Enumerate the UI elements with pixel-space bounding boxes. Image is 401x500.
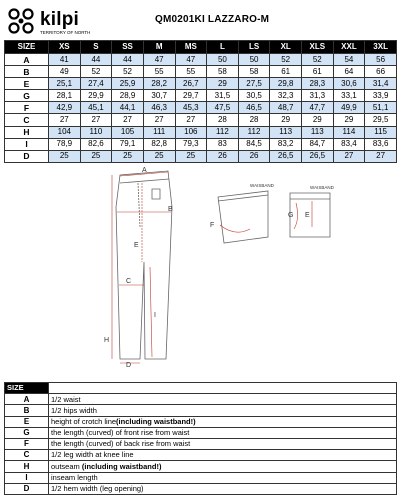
size-header-row [5, 41, 397, 54]
legend-desc [49, 405, 397, 416]
measure-i-line [150, 267, 152, 357]
size-cell: 113 [270, 126, 302, 138]
size-table-body [5, 54, 397, 163]
size-cell: 83 [207, 138, 239, 150]
size-cell: 29,9 [80, 90, 112, 102]
legend-header-row [5, 383, 397, 394]
size-cell: 106 [175, 126, 207, 138]
legend-desc-text: the length (curved) of front rise from waist [51, 428, 190, 438]
size-cell: 26 [238, 150, 270, 162]
kilpi-logo [6, 6, 91, 35]
legend-desc-text: outseam [51, 461, 82, 471]
legend-desc-text: 1/2 waist [51, 394, 81, 404]
size-cell: 47 [143, 54, 175, 66]
pants-fly [138, 183, 140, 227]
size-cell: 51,1 [365, 102, 397, 114]
size-cell: 27 [365, 150, 397, 162]
size-cell: 31,3 [302, 90, 334, 102]
legend-desc-text: 1/2 leg width at knee line [51, 450, 134, 460]
legend-row-f [5, 438, 397, 449]
size-cell: 112 [207, 126, 239, 138]
size-cell: 61 [270, 66, 302, 78]
size-cell: 44 [112, 54, 144, 66]
size-cell: 84,5 [238, 138, 270, 150]
size-cell: 78,9 [49, 138, 81, 150]
legend-row-b [5, 405, 397, 416]
brand-tagline: TERRITORY OF NORTH [40, 30, 91, 35]
size-header-ms: MS [175, 41, 207, 54]
label-waistband-1: WAISBAND [250, 183, 274, 188]
size-header-l: L [207, 41, 239, 54]
size-row-code: C [5, 114, 49, 126]
size-cell: 104 [49, 126, 81, 138]
size-cell: 27 [80, 114, 112, 126]
legend-desc-text: inseam length [51, 472, 98, 482]
header [0, 0, 401, 38]
size-header-m: M [143, 41, 175, 54]
size-header-s: S [80, 41, 112, 54]
legend-row-d [5, 483, 397, 494]
size-cell: 27,5 [238, 78, 270, 90]
size-cell: 49 [49, 66, 81, 78]
size-cell: 25 [143, 150, 175, 162]
size-cell: 64 [333, 66, 365, 78]
doc-title: QM0201KI LAZZARO-M [155, 14, 270, 25]
size-row-code: I [5, 138, 49, 150]
size-cell: 44 [80, 54, 112, 66]
size-cell: 41 [49, 54, 81, 66]
size-row-code: F [5, 102, 49, 114]
size-row-e [5, 78, 397, 90]
label-e-side: E [305, 212, 310, 219]
size-header-ss: SS [112, 41, 144, 54]
label-f: F [210, 222, 215, 229]
size-cell: 83,2 [270, 138, 302, 150]
size-cell: 28 [238, 114, 270, 126]
size-row-f [5, 102, 397, 114]
legend-desc-text: height of crotch line [51, 416, 117, 426]
size-cell: 112 [238, 126, 270, 138]
size-row-c [5, 114, 397, 126]
size-cell: 46,5 [238, 102, 270, 114]
legend-row-a [5, 394, 397, 405]
legend-row-e [5, 416, 397, 427]
size-cell: 28,2 [143, 78, 175, 90]
size-header-xxl: XXL [333, 41, 365, 54]
size-cell: 55 [143, 66, 175, 78]
legend-desc-emphasis: (including waistband!) [116, 416, 196, 426]
size-cell: 115 [365, 126, 397, 138]
pants-waist-line [120, 179, 169, 183]
size-cell: 28,9 [112, 90, 144, 102]
legend-table-body [5, 394, 397, 495]
legend-code: D [5, 483, 49, 494]
size-cell: 31,5 [207, 90, 239, 102]
size-row-d [5, 150, 397, 162]
size-row-code: A [5, 54, 49, 66]
size-cell: 29 [270, 114, 302, 126]
label-i: I [154, 312, 156, 319]
size-cell: 46,3 [143, 102, 175, 114]
size-cell: 61 [302, 66, 334, 78]
size-cell: 50 [207, 54, 239, 66]
legend-row-c [5, 450, 397, 461]
size-cell: 27 [112, 114, 144, 126]
size-cell: 30,6 [333, 78, 365, 90]
legend-desc [49, 416, 397, 427]
front-rise-panel [218, 191, 268, 243]
size-cell: 30,5 [238, 90, 270, 102]
pants-outline [116, 171, 172, 359]
size-row-code: H [5, 126, 49, 138]
size-table [4, 40, 397, 163]
size-cell: 27 [49, 114, 81, 126]
legend-desc-emphasis: (including waistband!) [81, 461, 162, 471]
legend-code: B [5, 405, 49, 416]
size-header-label: SIZE [5, 41, 49, 54]
label-c: C [126, 278, 132, 285]
size-cell: 52 [112, 66, 144, 78]
legend-desc [49, 483, 397, 494]
legend-desc-text: the length (curved) of back rise from waist [51, 439, 191, 449]
size-cell: 111 [143, 126, 175, 138]
size-cell: 47,5 [207, 102, 239, 114]
size-cell: 52 [80, 66, 112, 78]
label-h: H [104, 337, 110, 344]
size-cell: 28,3 [302, 78, 334, 90]
size-cell: 56 [365, 54, 397, 66]
size-header-xls: XLS [302, 41, 334, 54]
size-cell: 27 [175, 114, 207, 126]
legend-code: C [5, 450, 49, 461]
size-cell: 25 [80, 150, 112, 162]
size-cell: 27 [333, 150, 365, 162]
size-cell: 28,1 [49, 90, 81, 102]
size-cell: 29 [207, 78, 239, 90]
size-cell: 52 [302, 54, 334, 66]
garment-diagram [90, 167, 350, 367]
size-cell: 110 [80, 126, 112, 138]
size-row-b [5, 66, 397, 78]
size-cell: 105 [112, 126, 144, 138]
size-row-g [5, 90, 397, 102]
back-rise-panel [290, 193, 330, 237]
legend-code: G [5, 427, 49, 438]
size-cell: 29 [333, 114, 365, 126]
kilpi-logo-icon [6, 6, 36, 36]
size-cell: 48,7 [270, 102, 302, 114]
size-cell: 84,7 [302, 138, 334, 150]
size-cell: 26 [207, 150, 239, 162]
size-cell: 49,9 [333, 102, 365, 114]
size-cell: 82,6 [80, 138, 112, 150]
label-g: G [288, 212, 294, 219]
size-cell: 25 [175, 150, 207, 162]
size-header-xs: XS [49, 41, 81, 54]
size-cell: 29,7 [175, 90, 207, 102]
label-waistband-2: WAISBAND [310, 185, 334, 190]
size-cell: 114 [333, 126, 365, 138]
size-cell: 79,3 [175, 138, 207, 150]
size-row-i [5, 138, 397, 150]
size-header-xl: XL [270, 41, 302, 54]
size-row-code: G [5, 90, 49, 102]
size-cell: 44,1 [112, 102, 144, 114]
size-cell: 83,6 [365, 138, 397, 150]
size-cell: 26,5 [302, 150, 334, 162]
measure-f-line [220, 225, 250, 232]
size-cell: 52 [270, 54, 302, 66]
size-row-a [5, 54, 397, 66]
size-row-code: E [5, 78, 49, 90]
legend-row-i [5, 472, 397, 483]
size-cell: 25,1 [49, 78, 81, 90]
size-cell: 83,4 [333, 138, 365, 150]
size-cell: 79,1 [112, 138, 144, 150]
size-cell: 26,7 [175, 78, 207, 90]
size-cell: 45,3 [175, 102, 207, 114]
size-cell: 45,1 [80, 102, 112, 114]
size-cell: 66 [365, 66, 397, 78]
legend-desc-text: 1/2 hips width [51, 405, 97, 415]
size-cell: 50 [238, 54, 270, 66]
size-cell: 31,4 [365, 78, 397, 90]
legend-desc [49, 472, 397, 483]
size-cell: 30,7 [143, 90, 175, 102]
size-cell: 42,9 [49, 102, 81, 114]
label-e: E [134, 242, 139, 249]
size-cell: 54 [333, 54, 365, 66]
label-d: D [126, 362, 132, 367]
legend-desc-text: 1/2 hem width (leg opening) [51, 484, 144, 494]
size-cell: 58 [238, 66, 270, 78]
legend-desc [49, 438, 397, 449]
size-cell: 113 [302, 126, 334, 138]
size-header-3xl: 3XL [365, 41, 397, 54]
brand-name: kilpi [40, 9, 80, 30]
size-cell: 27,4 [80, 78, 112, 90]
size-cell: 47 [175, 54, 207, 66]
size-cell: 58 [207, 66, 239, 78]
legend-code: I [5, 472, 49, 483]
legend-code: A [5, 394, 49, 405]
legend-desc [49, 427, 397, 438]
legend-header-size: SIZE [5, 383, 49, 394]
size-cell: 47,7 [302, 102, 334, 114]
legend-row-g [5, 427, 397, 438]
label-b: B [168, 206, 173, 213]
size-cell: 82,8 [143, 138, 175, 150]
size-cell: 27 [143, 114, 175, 126]
size-cell: 28 [207, 114, 239, 126]
legend-code: E [5, 416, 49, 427]
size-row-code: B [5, 66, 49, 78]
legend-desc [49, 450, 397, 461]
measure-g-line [294, 203, 298, 229]
legend-code: H [5, 461, 49, 472]
size-cell: 29 [302, 114, 334, 126]
size-cell: 55 [175, 66, 207, 78]
legend-row-h [5, 461, 397, 472]
size-cell: 29,5 [365, 114, 397, 126]
size-cell: 33,1 [333, 90, 365, 102]
size-row-code: D [5, 150, 49, 162]
size-cell: 32,3 [270, 90, 302, 102]
size-header-ls: LS [238, 41, 270, 54]
legend-desc [49, 461, 397, 472]
size-cell: 26,5 [270, 150, 302, 162]
label-a: A [142, 167, 147, 174]
size-cell: 33,9 [365, 90, 397, 102]
legend-desc [49, 394, 397, 405]
pants-pocket [152, 189, 160, 199]
size-row-h [5, 126, 397, 138]
legend-table [4, 382, 397, 495]
size-cell: 29,8 [270, 78, 302, 90]
legend-code: F [5, 438, 49, 449]
size-cell: 25 [49, 150, 81, 162]
size-cell: 25 [112, 150, 144, 162]
legend-header-blank [49, 383, 397, 394]
size-cell: 25,9 [112, 78, 144, 90]
